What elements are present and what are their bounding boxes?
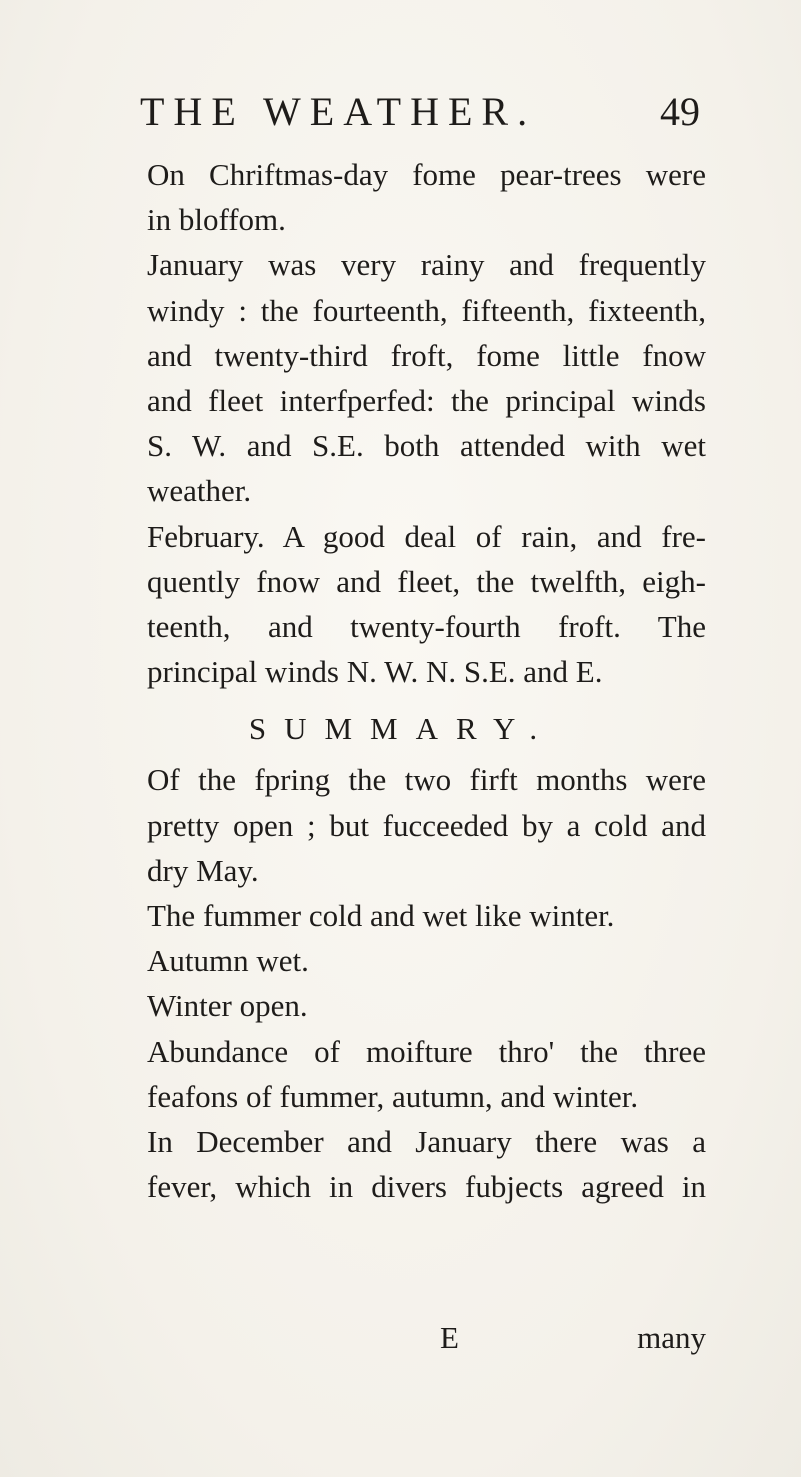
text-line: January was very rainy and frequently <box>147 247 706 283</box>
text-line: principal winds N. W. N. S.E. and E. <box>147 654 603 690</box>
paragraph-christmas <box>116 152 706 242</box>
paragraph-february <box>116 514 706 695</box>
text-line: Of the fpring the two firft months were <box>147 762 706 798</box>
page-header <box>140 88 700 138</box>
text-line: Abundance of moifture thro' the three <box>147 1033 706 1069</box>
text-line: February. A good deal of rain, and fre- <box>147 518 706 554</box>
paragraph-autumn <box>116 938 706 983</box>
page-footer <box>116 1320 706 1365</box>
paragraph-fever <box>116 1119 706 1209</box>
text-line: weather. <box>147 473 252 509</box>
signature-mark: E <box>440 1320 459 1355</box>
text-line: and twenty-third froft, fome little fnow <box>147 337 706 373</box>
body-text <box>116 152 706 1209</box>
paragraph-moisture <box>116 1029 706 1119</box>
catchword: many <box>637 1320 706 1355</box>
text-line: windy : the fourteenth, fifteenth, fixteenth, <box>147 292 706 328</box>
text-line: The fummer cold and wet like winter. <box>147 898 615 934</box>
text-line: and fleet interfperfed: the principal winds <box>147 383 706 419</box>
text-line: in bloffom. <box>147 202 286 238</box>
page-number: 49 <box>660 89 700 134</box>
text-line: teenth, and twenty-fourth froft. The <box>147 609 706 645</box>
paragraph-winter <box>116 983 706 1028</box>
text-line: fever, which in divers fubjects agreed in <box>147 1169 706 1205</box>
text-line: pretty open ; but fucceeded by a cold and <box>147 807 706 843</box>
summary-heading: SUMMARY. <box>248 711 556 747</box>
paragraph-spring <box>116 757 706 893</box>
text-line: S. W. and S.E. both attended with wet <box>147 428 706 464</box>
paragraph-january <box>116 242 706 513</box>
text-line: quently fnow and fleet, the twelfth, eigh- <box>147 563 706 599</box>
text-line: dry May. <box>147 852 259 888</box>
text-line: In December and January there was a <box>147 1124 706 1160</box>
text-line: Winter open. <box>147 988 308 1024</box>
running-head: THE WEATHER. <box>140 89 537 134</box>
paragraph-summer <box>116 893 706 938</box>
text-line: On Chriftmas-day fome pear-trees were <box>147 157 706 192</box>
text-line: Autumn wet. <box>147 943 309 979</box>
text-line: feafons of fummer, autumn, and winter. <box>147 1078 639 1114</box>
